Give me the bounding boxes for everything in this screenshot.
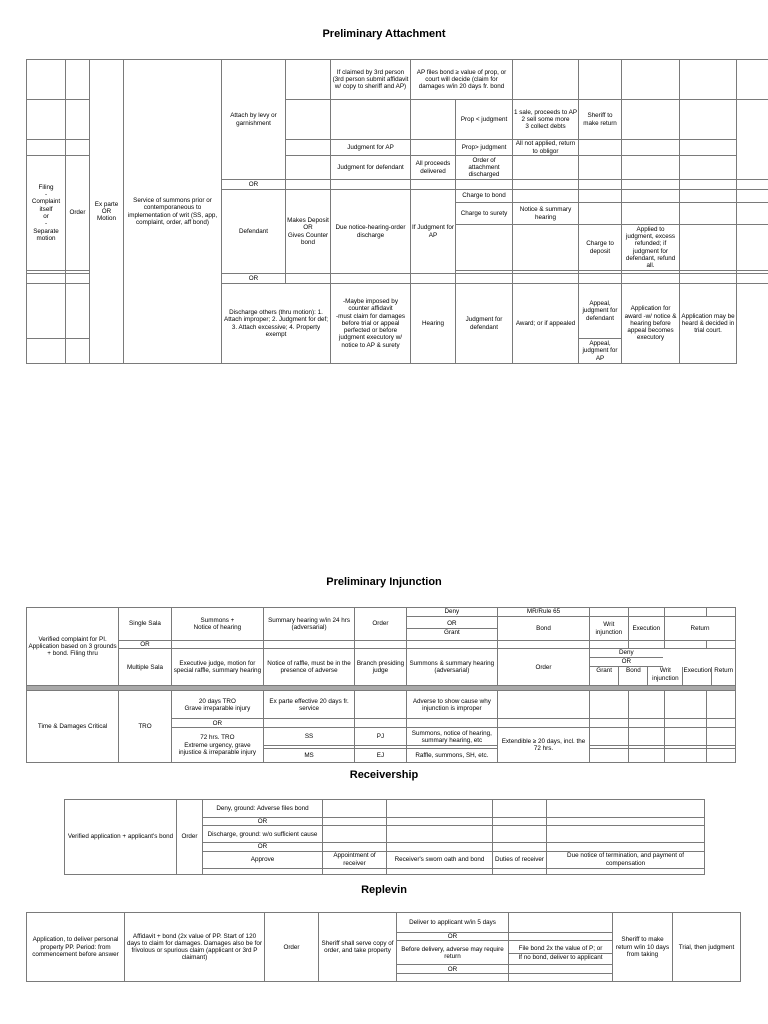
cell [171,641,263,649]
cell [263,641,354,649]
cell [579,203,622,225]
cell [622,203,680,225]
deny-adverse-bond: Deny, ground: Adverse files bond [203,800,323,818]
cell [628,608,664,617]
grant-row [590,667,735,685]
cell [665,728,707,746]
appeal-judgment-ap: Appeal, judgment for AP [579,339,622,364]
cell [286,156,331,180]
cell [509,913,613,933]
cell [497,691,589,719]
cell [579,60,622,100]
cell [665,608,707,617]
injunction-title: Preliminary Injunction [326,576,442,588]
or-label: OR [590,658,662,667]
time-damages-critical: Time & Damages Critical [27,691,119,763]
cell [590,728,628,746]
cell [411,180,456,190]
cell [286,274,331,284]
filing-options: Filing - Complaint itself or - Separate motion [27,156,66,271]
tro-label: TRO [119,691,172,763]
summary-hearing-24: Summary hearing w/in 24 hrs (adversarial) [263,608,354,641]
cell [622,274,680,284]
cell [286,60,331,100]
due-notice-termination: Due notice of termination, and payment of compensation [547,851,705,868]
or-label: OR [203,818,323,826]
cell [590,608,628,617]
cell [579,180,622,190]
cell [706,749,735,763]
cell [513,156,579,180]
appeal-judgment-defendant: Appeal, judgment for defendant [579,284,622,339]
trial-then-judgment: Trial, then judgment [673,913,741,982]
makes-deposit: Makes Deposit OR Gives Counter bond [286,190,331,274]
due-notice-discharge: Due notice-hearing-order discharge [331,190,411,274]
judgment-for-ap: Judgment for AP [331,140,411,156]
or-label: OR [407,620,497,629]
application-deliver: Application, to deliver personal property PP. Period: from commencement before answer [27,913,125,982]
execution-label: Execution [628,617,664,641]
cell [509,974,613,982]
defendant-label: Defendant [222,190,286,274]
cell [513,225,579,271]
cell [706,728,735,746]
cell [387,868,493,874]
bond-text-2: Bond [619,667,648,685]
cell [622,100,680,140]
maybe-imposed: -Maybe imposed by counter affidavit -must claim for damages before trial or appeal perfected or before judgment executory w/ notice to AP & surety [331,284,411,364]
ej-label: EJ [355,749,407,763]
replevin-title: Replevin [361,884,407,896]
cell [406,719,497,728]
cell [590,641,628,649]
notice-summary-hearing: Notice & summary hearing [513,203,579,225]
cell [456,225,513,271]
cell [27,140,66,156]
order-label: Order [66,156,90,271]
duties-of-receiver: Duties of receiver [493,851,547,868]
grant-label [406,617,497,641]
applied-to-judgment: Applied to judgment, excess refunded; if judgment for defendant, refund all. [622,225,680,271]
or-label: OR [203,843,323,851]
cell [27,100,66,140]
sheriff-serve-copy: Sheriff shall serve copy of order, and take property [319,913,397,982]
ap-files-bond: AP files bond ≥ value of prop, or court will decide (claim for damages w/in 20 days fr. bond [411,60,513,100]
cell [547,868,705,874]
verified-application: Verified application + applicant's bond [65,800,177,875]
service-of-summons: Service of summons prior or contemporaneous to implementation of writ (SS, app, complaint, order, aff bond) [124,60,222,364]
mr-rule-65: MR/Rule 65 [497,608,589,617]
cell [387,800,493,818]
return-2: Return [714,667,734,675]
cell [387,843,493,851]
sheriff-to-make-return: Sheriff to make return [579,100,622,140]
or-label: OR [171,719,263,728]
order-label: Order [265,913,319,982]
cell [397,974,509,982]
cell [323,800,387,818]
cell [27,284,66,339]
cell [579,140,622,156]
hearing-label: Hearing [411,284,456,364]
order-of-attachment-discharged: Order of attachment discharged [456,156,513,180]
cell [66,140,90,156]
extendible-20-days: Extendible ≥ 20 days, incl. the 72 hrs. [497,728,589,763]
summons-notice: Summons + Notice of hearing [171,608,263,641]
return-label: Return [665,617,736,641]
cell [355,691,407,719]
cell [547,826,705,843]
cell [263,719,354,728]
cell [411,140,456,156]
notice-of-raffle: Notice of raffle, must be in the presence of adverse [263,649,354,686]
cell [680,60,737,100]
cell [456,274,513,284]
cell [628,719,664,728]
verified-complaint: Verified complaint for PI. Application based on 3 grounds + bond. Filing thru [27,608,119,686]
order-label-2: Order [497,649,589,686]
cell [590,691,628,719]
cell [493,800,547,818]
cell [665,719,707,728]
cell [286,100,331,140]
cell [737,60,768,100]
cell [493,826,547,843]
bond-options [509,941,613,965]
attachment-title: Preliminary Attachment [322,28,446,40]
cell [547,800,705,818]
cell [680,190,737,203]
cell [27,60,66,100]
cell [579,274,622,284]
deny-label-2: Deny [590,649,662,658]
cell [331,180,411,190]
summons-notice-hearing: Summons, notice of hearing, summary hearing, etc [406,728,497,746]
cell [456,180,513,190]
cell [355,719,407,728]
cell [411,274,456,284]
discharge-without-cause: Discharge, ground: w/o sufficient cause [203,826,323,843]
cell [203,868,323,874]
ex-parte-motion: Ex parte OR Motion [90,60,124,364]
before-delivery: Before delivery, adverse may require return [397,941,509,965]
if-judgment-for-ap: If Judgment for AP [411,190,456,274]
cell [355,641,407,649]
execution-2: Execution [683,667,712,685]
sworn-oath-and-bond: Receiver's sworn oath and bond [387,851,493,868]
cell [513,180,579,190]
cell [622,190,680,203]
cell [493,868,547,874]
cell [509,933,613,941]
attachment-table [26,59,768,364]
summons-summary-hearing: Summons & summary hearing (adversarial) [406,649,497,686]
cell [497,719,589,728]
replevin-table [26,912,741,982]
deliver-to-applicant: Deliver to applicant w/in 5 days [397,913,509,933]
application-heard: Application may be heard & decided in trial court. [680,284,737,364]
deny-label: Deny [406,608,497,617]
cell [622,140,680,156]
cell [680,180,737,190]
award-or-appealed: Award; or if appealed [513,284,579,364]
cell [387,826,493,843]
multiple-sala: Multiple Sala [119,649,172,686]
cell [680,156,737,180]
cell [590,719,628,728]
grant-text-2: Grant [590,667,619,685]
cell [286,140,331,156]
ss-label: SS [263,728,354,746]
judgment-for-defendant-2: Judgment for defendant [456,284,513,364]
cell [628,691,664,719]
cell [331,100,411,140]
cell [493,843,547,851]
cell [513,190,579,203]
pj-label: PJ [355,728,407,746]
cell [411,100,456,140]
cell [513,60,579,100]
cell [706,608,735,617]
judgment-for-defendant: Judgment for defendant [331,156,411,180]
sheriff-return-10-days: Sheriff to make return w/in 10 days from taking [613,913,673,982]
charge-to-bond: Charge to bond [456,190,513,203]
cell [706,641,735,649]
cell [509,965,613,974]
ms-label: MS [263,749,354,763]
grant-text: Grant [443,629,460,637]
raffle-summons: Raffle, summons, SH, etc. [406,749,497,763]
cell [406,641,497,649]
bond-label: Bond [497,617,589,641]
or-label: OR [397,933,509,941]
cell [680,203,737,225]
all-proceeds-delivered: All proceeds delivered [411,156,456,180]
charge-to-surety: Charge to surety [456,203,513,225]
cell [286,180,331,190]
cell [680,100,737,140]
cell [66,60,90,100]
claimed-by-third-person: If claimed by 3rd person (3rd person submit affidavit w/ copy to sheriff and AP) [331,60,411,100]
cell [27,339,66,364]
no-bond-deliver: If no bond, deliver to applicant [518,953,603,961]
branch-presiding-judge: Branch presiding judge [355,649,407,686]
cell [493,818,547,826]
or-label: OR [222,180,286,190]
charge-to-deposit: Charge to deposit [579,225,622,271]
cell [66,284,90,339]
cell [66,339,90,364]
cell [628,641,664,649]
prop-greater-judgment: Prop> judgment [456,140,513,156]
cell [590,749,628,763]
affidavit-bond: Affidavit + bond (2x value of PP. Start of 120 days to claim for damages. Damages also be for frivolous or spurious claim (applicant or 3rd P claimant) [125,913,265,982]
cell [579,190,622,203]
cell [680,225,737,271]
cell [737,274,768,284]
cell [323,818,387,826]
cell [387,818,493,826]
tro-20-days: 20 days TRO Grave irreparable injury [171,691,263,719]
executive-judge: Executive judge, motion for special raffle, summary hearing [171,649,263,686]
adverse-show-cause: Adverse to show cause why injunction is improper [406,691,497,719]
cell [622,180,680,190]
discharge-others: Discharge others (thru motion): 1. Attach improper; 2. Judgment for def; 3. Attach excessive; 4. Property exempt [222,284,331,364]
cell [680,274,737,284]
approve-label: Approve [203,851,323,868]
cell [665,691,707,719]
cell [628,728,664,746]
cell [323,826,387,843]
cell [628,749,664,763]
attach-by-levy: Attach by levy or garnishment [222,60,286,180]
appointment-of-receiver: Appointment of receiver [323,851,387,868]
all-not-applied: All not applied, return to obligor [513,140,579,156]
cell [737,180,768,190]
cell [27,274,66,284]
cell [737,225,768,271]
cell [497,641,589,649]
or-label: OR [397,965,509,974]
receivership-table [64,799,705,875]
grant-block [590,649,736,686]
single-sala: Single Sala [119,608,172,641]
cell [66,274,90,284]
or-label: OR [222,274,286,284]
cell [323,868,387,874]
sale-proceeds: 1 sale, proceeds to AP 2 sell some more 3 collect debts [513,100,579,140]
application-for-award: Application for award -w/ notice & hearing before appeal becomes executory [622,284,680,364]
cell [323,843,387,851]
cell [665,749,707,763]
order-label: Order [355,608,407,641]
cell [737,190,768,203]
cell [66,100,90,140]
receivership-title: Receivership [349,769,419,781]
cell [622,60,680,100]
cell [579,156,622,180]
or-label: OR [119,641,172,649]
cell [513,274,579,284]
cell [547,843,705,851]
writ-injunction-2: Writ injunction [648,667,683,685]
cell [706,691,735,719]
cell [680,140,737,156]
cell [331,274,411,284]
order-label: Order [177,800,203,875]
file-bond-2x: File bond 2x the value of P; or [509,945,612,954]
cell [622,156,680,180]
cell [665,641,707,649]
cell [547,818,705,826]
prop-less-judgment: Prop < judgment [456,100,513,140]
writ-injunction: Writ injunction [590,617,628,641]
tro-72-hrs: 72 hrs. TRO Extreme urgency, grave injustice & irreparable injury [171,728,263,763]
injunction-table [26,607,736,763]
ex-parte-20: Ex parte effective 20 days fr. service [263,691,354,719]
cell [706,719,735,728]
